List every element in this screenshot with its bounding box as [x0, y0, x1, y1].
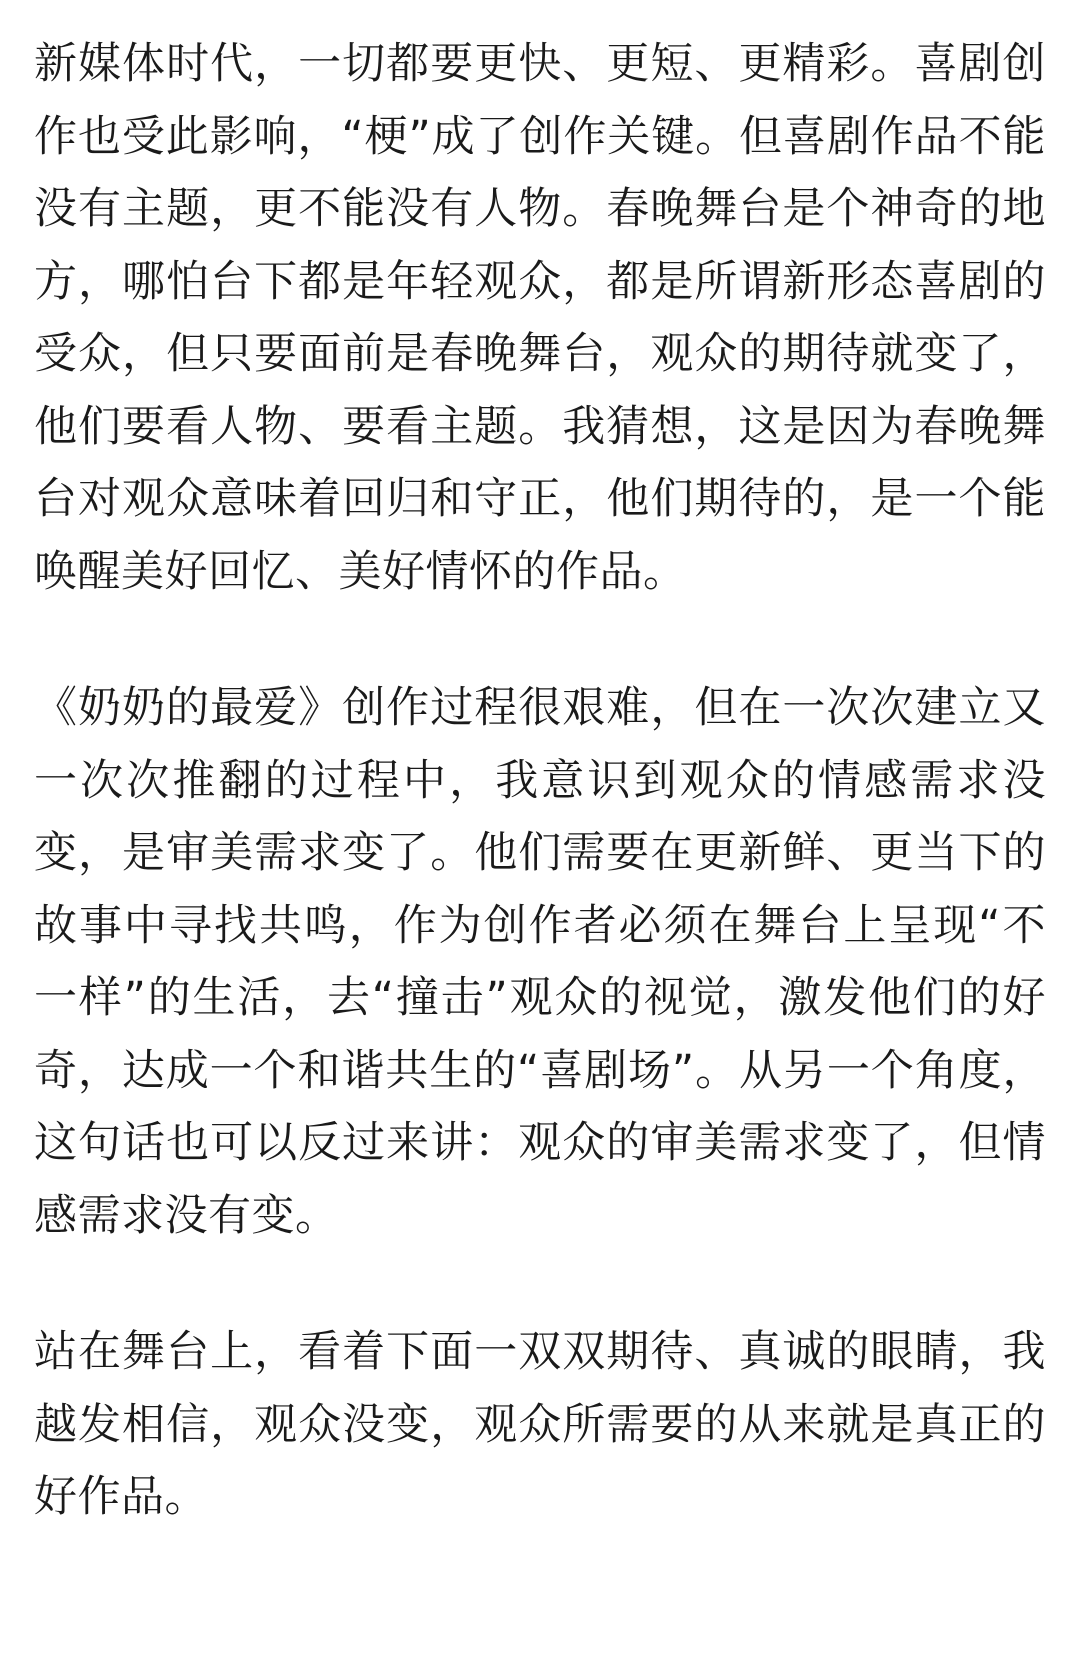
- article-body: [34, 28, 1046, 1534]
- paragraph-2: 《奶奶的最爱》创作过程很艰难，但在一次次建立又一次次推翻的过程中，我意识到观众的情感需求没变，是审美需求变了。他们需要在更新鲜、更当下的故事中寻找共鸣，作为创作者必须在舞台上呈现“不一样”的生活，去“撞击”观众的视觉，激发他们的好奇，达成一个和谐共生的“喜剧场”。从另一个角度，这句话也可以反过来讲：观众的审美需求变了，但情感需求没有变。: [34, 683, 1046, 1241]
- paragraph-1: 新媒体时代，一切都要更快、更短、更精彩。喜剧创作也受此影响，“梗”成了创作关键。但喜剧作品不能没有主题，更不能没有人物。春晚舞台是个神奇的地方，哪怕台下都是年轻观众，都是所谓新形态喜剧的受众，但只要面前是春晚舞台，观众的期待就变了，他们要看人物、要看主题。我猜想，这是因为春晚舞台对观众意味着回归和守正，他们期待的，是一个能唤醒美好回忆、美好情怀的作品。: [34, 39, 1046, 597]
- paragraph-3: 站在舞台上，看着下面一双双期待、真诚的眼睛，我越发相信，观众没变，观众所需要的从来就是真正的好作品。: [34, 1327, 1046, 1522]
